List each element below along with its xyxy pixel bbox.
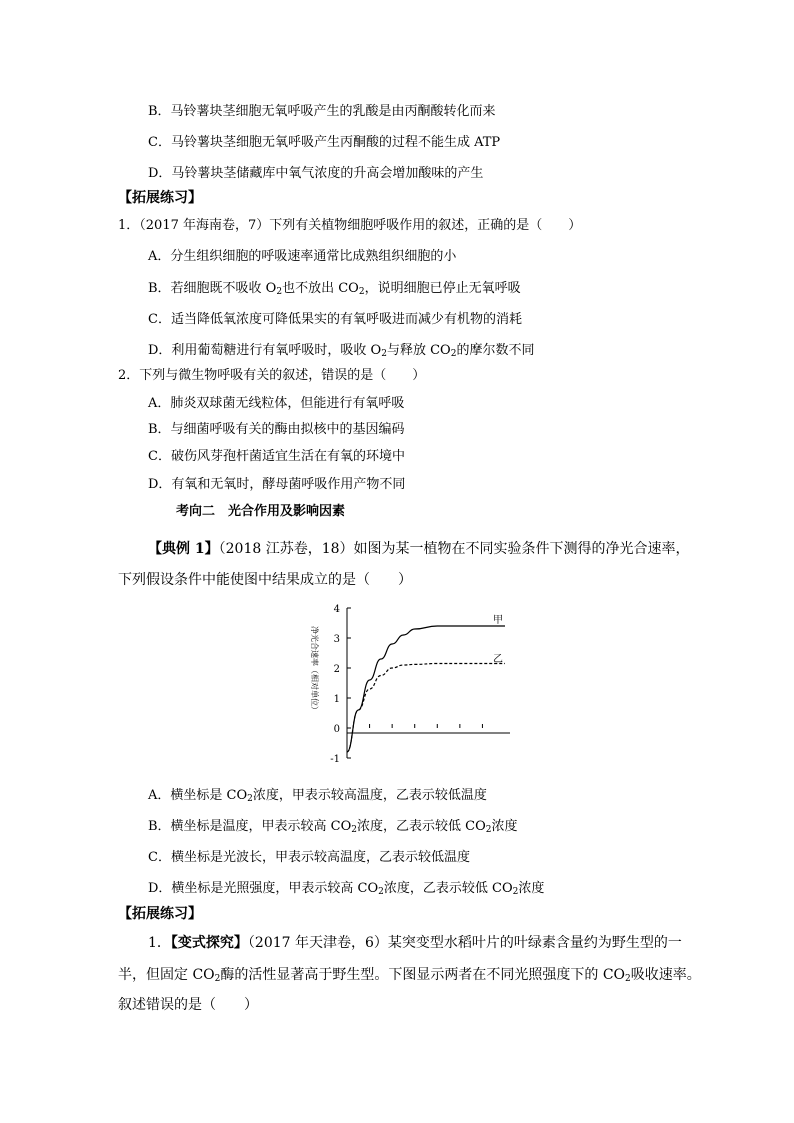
section-heading: 【拓展练习】 (118, 906, 202, 922)
option-d: D．利用葡萄糖进行有氧呼吸时，吸收 $O_2$与释放 $CO_2$的摩尔数不同 (148, 343, 535, 359)
option-d: D．马铃薯块茎储藏库中氧气浓度的升高会增加酸味的产生 (148, 166, 484, 181)
option-b: B．若细胞既不吸收 $O_2$也不放出 $CO_2$，说明细胞已停止无氧呼吸 (148, 281, 521, 297)
example-line-1: 【典例 1】（2018 江苏卷，18）如图为某一植物在不同实验条件下测得的净光合速率， (148, 541, 690, 557)
question-line-2: 半，但固定 $CO_2$酶的活性显著高于野生型。下图显示两者在不同光照强度下的 $CO_2$吸收速率。 (118, 967, 701, 984)
option-a: A．分生组织细胞的呼吸速率通常比成熟组织细胞的小 (148, 249, 457, 264)
option-b: B．横坐标是温度，甲表示较高 $CO_2$浓度，乙表示较低 $CO_2$浓度 (148, 819, 518, 835)
question-stem: 2．下列与微生物呼吸有关的叙述，错误的是（ ） (118, 368, 426, 383)
section-title: 考向二 光合作用及影响因素 (176, 504, 346, 519)
y-tick-label: 1 (333, 694, 340, 705)
option-b: B．马铃薯块茎细胞无氧呼吸产生的乳酸是由丙酮酸转化而来 (148, 104, 496, 119)
line-chart (300, 600, 520, 775)
option-a: A．肺炎双球菌无线粒体，但能进行有氧呼吸 (148, 396, 405, 411)
y-tick-label: 0 (333, 724, 340, 735)
option-d: D．横坐标是光照强度，甲表示较高 $CO_2$浓度，乙表示较低 $CO_2$浓度 (148, 881, 545, 897)
y-tick-label: 4 (333, 604, 340, 615)
question-line-1: 1．【变式探究】（2017 年天津卷，6）某突变型水稻叶片的叶绿素含量约为野生型的一 (148, 935, 682, 951)
option-c: C．横坐标是光波长，甲表示较高温度，乙表示较低温度 (148, 850, 470, 865)
y-axis-label: 净光合速率（相对单位） (310, 626, 319, 714)
option-a: A．横坐标是 $CO_2$浓度，甲表示较高温度，乙表示较低温度 (148, 788, 487, 804)
option-c: C．马铃薯块茎细胞无氧呼吸产生丙酮酸的过程不能生成 ATP (148, 135, 501, 150)
question-stem: 1．（2017 年海南卷，7）下列有关植物细胞呼吸作用的叙述，正确的是（ ） (118, 218, 582, 233)
option-b: B．与细菌呼吸有关的酶由拟核中的基因编码 (148, 422, 405, 437)
y-tick-label: 2 (333, 664, 340, 675)
series-yi-line (347, 664, 505, 753)
example-line-2: 下列假设条件中能使图中结果成立的是（ ） (118, 572, 412, 588)
series-yi-label: 乙 (493, 654, 503, 665)
section-heading: 【拓展练习】 (118, 190, 202, 206)
y-tick-label: 3 (333, 634, 340, 645)
y-tick-label: -1 (330, 754, 340, 765)
option-c: C．适当降低氧浓度可降低果实的有氧呼吸进而减少有机物的消耗 (148, 312, 522, 327)
series-jia-label: 甲 (493, 615, 503, 626)
option-c: C．破伤风芽孢杆菌适宜生活在有氧的环境中 (148, 449, 405, 464)
option-d: D．有氧和无氧时，酵母菌呼吸作用产物不同 (148, 477, 406, 492)
question-line-3: 叙述错误的是（ ） (118, 997, 258, 1013)
